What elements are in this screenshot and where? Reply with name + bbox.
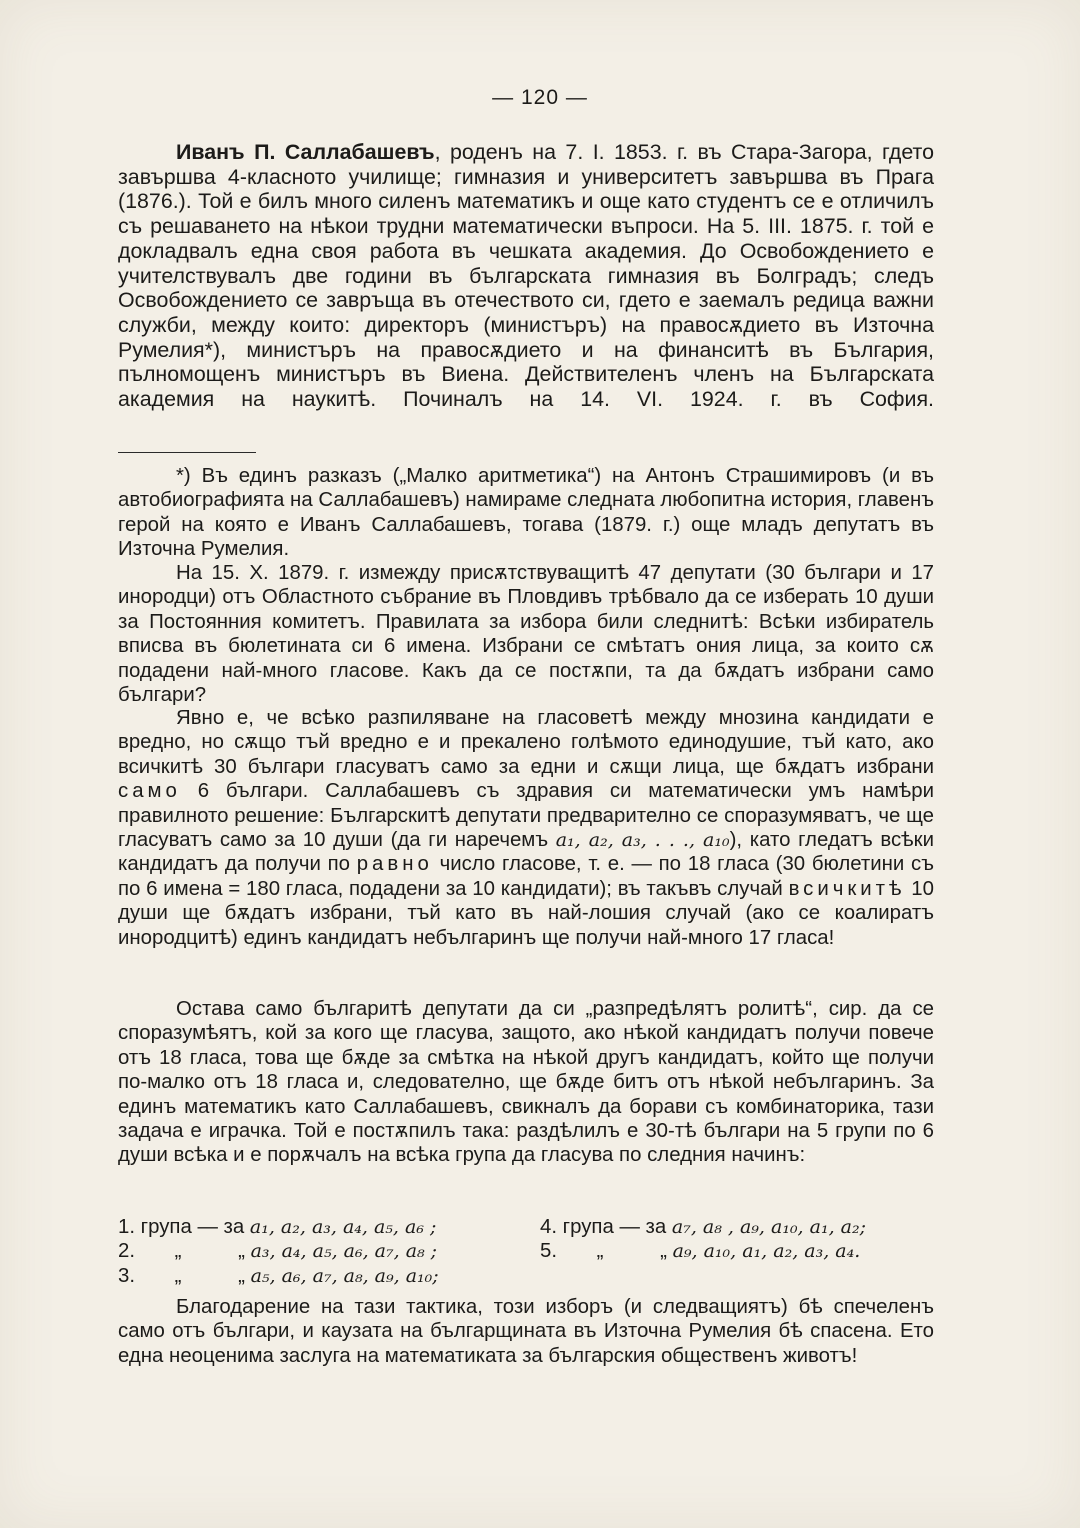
footnote-divider xyxy=(118,452,256,453)
group-4: 4. група — за a₇, a₈ , a₉, a₁₀, a₁, a₂; xyxy=(540,1216,867,1238)
solution-text-c: ), като гледатъ всѣки кандидатъ да получи по xyxy=(118,829,934,876)
footnote-solution-paragraph xyxy=(118,706,934,950)
group-voting-table xyxy=(118,1215,938,1288)
group-1: 1. група — за a₁, a₂, a₃, a₄, a₅, a₆ ; xyxy=(118,1216,437,1238)
person-name: Иванъ П. Саллабашевъ xyxy=(176,140,435,164)
solution-text-b: 6 българи. Саллабашевъ съ здравия си математически умъ намѣри правилното решение: Българскитѣ депутати предварително се споразумяватъ, че ще гласуватъ само за 10 души (да ги наречемъ xyxy=(118,780,934,852)
footnote-election-problem: На 15. X. 1879. г. измежду присѫтствуващитѣ 47 депутати (30 българи и 17 инородци) отъ Областното събрание въ Пловдивъ трѣбвало да се изберать 10 души за Постоянния комитетъ. Правилата за избора били следнитѣ: Всѣки избиратель вписва въ бюлетината си 6 имена. Избрани се смѣтатъ ония лица, за които сѫ подадени най-много гласове. Какъ да се постѫпи, та да бѫдатъ избрани само българи? xyxy=(118,562,934,707)
group-row xyxy=(118,1215,938,1239)
candidate-variables: a₁, a₂, a₃, . . ., a₁₀ xyxy=(555,829,730,852)
group-5: 5. „ „ a₉, a₁₀, a₁, a₂, a₃, a₄. xyxy=(540,1240,861,1263)
group-3: 3. „ „ a₅, a₆, a₇, a₈, a₉, a₁₀; xyxy=(118,1264,439,1287)
biography-text: , роденъ на 7. I. 1853. г. въ Стара-Загора, гдето завършва 4-класното училище; гимназия и университетъ завършва въ Прага (1876.). Той е билъ много силенъ математикъ и още като студентъ се е отличилъ съ решаването на нѣкои трудни математически въпроси. На 5. III. 1875. г. той е докладвалъ една своя работа въ чешката академия. До Освобождението е учителствувалъ две години въ българската гимназия въ Болградъ; следъ Освобождението се завръща въ отечеството си, гдето е заемалъ редица важни служби, между които: директоръ (министъръ) на правосѫдието въ Източна Румелия*), министъръ на правосѫдието и на финанситѣ въ България, пълномощенъ министъръ въ Виена. Действителенъ членъ на Българската академия на наукитѣ. Починалъ на 14. VI. 1924. г. въ София. xyxy=(118,140,934,412)
emphasis-only: само xyxy=(118,780,181,803)
footnote-roles-paragraph: Остава само българитѣ депутати да си „разпредѣлятъ ролитѣ“, сир. да се споразумѣятъ, кой за кого ще гласува, защото, ако нѣкой кандидатъ получи повече отъ 18 гласа, това ще бѫде за смѣтка на нѣкой другъ кандидатъ, който ще получи по-малко отъ 18 гласа и, следователно, ще бѫде битъ отъ нѣкой небългаринъ. За единъ математикъ като Саллабашевъ, свикналъ да борави съ комбинаторика, тази задача е играчка. Той е постѫпилъ така: раздѣлилъ е 30-тѣ българи на 5 групи по 6 души всѣка и е порѫчалъ на всѣка група да гласува по следния начинъ: xyxy=(118,998,934,1167)
group-row xyxy=(118,1239,938,1263)
group-row xyxy=(118,1264,938,1288)
emphasis-equal: равно xyxy=(356,853,433,876)
solution-text-e: 10 души ще бѫдатъ избрани, тъй като въ най-лошия случай (ако се коалиратъ инородцитѣ) единъ кандидатъ небългаринъ ще получи най-много 17 гласа! xyxy=(118,877,934,949)
page-number: — 120 — xyxy=(492,86,588,109)
footnote-conclusion: Благодарение на тази тактика, този изборъ (и следващиятъ) бѣ спечеленъ само отъ българи, и каузата на българщината въ Източна Румелия бѣ спасена. Ето една неоценима заслуга на математиката за българския общественъ животъ! xyxy=(118,1296,934,1367)
footnote-intro: *) Въ единъ разказъ („Малко аритметика“) на Антонъ Страшимировъ (и въ автобиографията на Саллабашевъ) намираме следната любопитна история, главенъ герой на която е Иванъ Саллабашевъ, тогава (1879. г.) още младъ депутатъ въ Източна Румелия. xyxy=(118,465,934,561)
emphasis-all: всичкитѣ xyxy=(788,877,906,900)
solution-text-a: Явно е, че всѣко разпиляване на гласоветѣ между мнозина кандидати е вредно, но сѫщо тъй вредно е и прекалено голѣмото единодушие, тъй като, ако всичкитѣ 30 българи гласуватъ само за едни и сѫщи лица, ще бѫдатъ избрани xyxy=(118,707,934,778)
group-2: 2. „ „ a₃, a₄, a₅, a₆, a₇, a₈ ; xyxy=(118,1240,438,1263)
solution-text-d: число гласове, т. е. — по 18 гласа (30 бюлетини съ по 6 имена = 180 гласа, подадени за 10 кандидати); въ такъвъ случай xyxy=(118,853,934,900)
biography-paragraph xyxy=(118,140,934,412)
